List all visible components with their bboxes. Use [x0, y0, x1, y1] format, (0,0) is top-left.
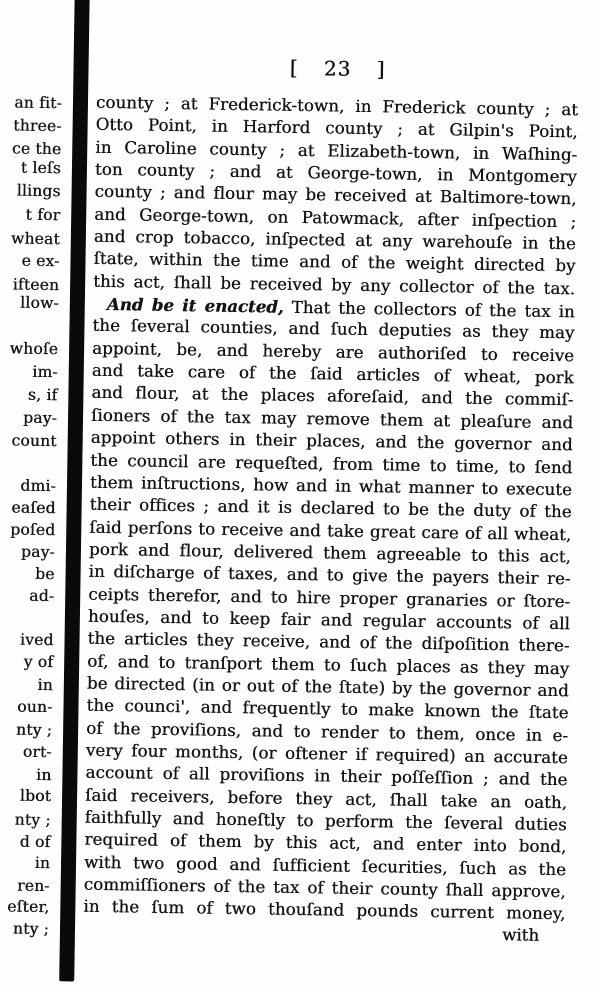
margin-note-fragment: ren-	[16, 876, 50, 896]
text-line: county ; at Frederick-town, in Frederick county ; at	[95, 92, 579, 120]
text-line: and crop tobacco, inſpected at any warehouſe in the	[93, 226, 576, 254]
text-line: and George-town, on Patowmack, after inſpection ;	[94, 204, 577, 232]
text-line: with two good and ſufficient ſecurities, ſuch as the	[83, 852, 567, 879]
text-line: ceipts therefor, and to hire proper granaries or ſtore-	[88, 584, 571, 611]
margin-note-fragment: lbot	[19, 786, 52, 806]
text-line: very four months, (or oftener if required) an accurate	[85, 740, 568, 768]
text-line: ſaid receivers, before they act, ſhall take an oath,	[84, 785, 568, 812]
text-line: in Caroline county ; at Elizabeth-town, in Waſhing-	[95, 137, 578, 165]
text-line: of the proviſions, and to render to them, once in e-	[86, 718, 569, 745]
margin-note-fragment: in	[35, 765, 52, 785]
text-line: be directed (in or out of the ſtate) by the governor and	[86, 673, 569, 701]
text-line: and flour, at the places aforeſaid, and the commiſ-	[91, 383, 574, 410]
catchword: with	[501, 925, 540, 945]
text-line: required of them by this act, and enter into bond,	[84, 830, 567, 857]
margin-note-fragment: ort-	[22, 742, 52, 762]
margin-note-fragment: wheat	[10, 229, 60, 249]
text-line: commiſſioners of the tax of their county ſhall approve,	[83, 874, 566, 902]
text-line: houſes, and to keep fair and regular accounts of all	[87, 606, 571, 634]
margin-note-fragment: eſter,	[7, 897, 50, 917]
margin-note-fragment: llow-	[19, 293, 59, 313]
page-number-header: [ 23 ]	[289, 55, 386, 82]
margin-note-fragment: dmi-	[20, 476, 57, 496]
margin-note-fragment: s, if	[27, 385, 58, 405]
margin-note-fragment: y of	[23, 652, 54, 672]
text-line: of, and to tranſport them to ſuch places as they may	[87, 651, 570, 678]
margin-note-fragment: e ex-	[21, 251, 60, 271]
margin-note-fragment: nty ;	[15, 720, 53, 740]
margin-note-fragment: three-	[13, 116, 62, 136]
text-line: appoint, be, and hereby are authoriſed to receive	[91, 338, 575, 366]
text-line: the articles they receive, and of the diſpoſition there-	[87, 628, 570, 656]
text-line: in diſcharge of taxes, and to give the payers their re-	[88, 561, 571, 589]
body-text-column	[83, 92, 578, 926]
text-line: in the ſum of two thouſand pounds current money,	[83, 897, 566, 924]
text-line: ſtate, within the time and of the weight directed by	[93, 249, 576, 276]
margin-note-fragment: llings	[16, 181, 61, 201]
text-line: And be it enacted, That the collectors of the tax in	[106, 294, 575, 322]
margin-note-fragment: nty ;	[12, 919, 50, 939]
margin-note-fragment: pay-	[20, 542, 56, 562]
margin-note-fragment: nty ;	[14, 810, 51, 830]
margin-note-fragment: ifteen	[12, 275, 60, 295]
text-line: and take care of the ſaid articles of wheat, pork	[91, 360, 574, 388]
text-line: ſaid perſons to receive and take great care of all wheat,	[89, 517, 572, 544]
text-line: Otto Point, in Harford county ; at Gilpin's Point,	[95, 115, 578, 142]
text-line: faithfully and honeſtly to perform the ſeveral duties	[84, 807, 567, 835]
text-line: them inſtructions, how and in what manner to execute	[89, 472, 573, 500]
margin-note-fragment: ived	[19, 630, 54, 650]
margin-note-fragment: in	[34, 853, 51, 873]
text-line: the ſeveral counties, and ſuch deputies as they may	[92, 316, 575, 343]
text-line: ſioners of the tax may remove them at pleaſure and	[90, 405, 574, 433]
margin-note-fragment: oun-	[17, 697, 53, 717]
margin-note-fragment: im-	[32, 362, 58, 382]
margin-note-fragment: t leſs	[20, 158, 62, 178]
italic-enacting-phrase: And be it enacted,	[106, 294, 284, 317]
margin-note-fragment: whoſe	[9, 339, 59, 359]
text-line: this act, ſhall be received by any collector of the tax.	[93, 271, 576, 299]
margin-notes-column	[0, 0, 67, 969]
margin-note-fragment: d of	[19, 832, 51, 852]
margin-note-fragment: ad-	[29, 586, 55, 606]
text-line: their offices ; and it is declared to be the duty of the	[89, 494, 572, 522]
margin-note-fragment: ce the	[11, 139, 62, 159]
margin-note-fragment: eaſed	[11, 498, 56, 518]
text-line: the council are requeſted, from time to time, to ſend	[90, 450, 573, 477]
text-line: account of all proviſions in their poſſeſſion ; and the	[85, 762, 568, 790]
text-line: pork and flour, delivered them agreeable to this act,	[88, 539, 572, 567]
margin-note-fragment: count	[11, 431, 57, 451]
margin-note-fragment: be	[34, 564, 55, 584]
margin-note-fragment: in	[37, 675, 53, 695]
text-line: ton county ; and at George-town, in Montgomery	[94, 159, 578, 187]
text-line: the counci', and frequently to make known the ſtate	[86, 695, 569, 723]
margin-note-fragment: pay-	[22, 408, 58, 428]
text-line: county ; and flour may be received at Baltimore-town,	[94, 182, 577, 209]
margin-note-fragment: an fit-	[14, 93, 63, 113]
text-line: appoint others in their places, and the governor and	[90, 427, 573, 455]
margin-note-fragment: t for	[25, 205, 61, 225]
margin-note-fragment: poſed	[10, 520, 56, 540]
